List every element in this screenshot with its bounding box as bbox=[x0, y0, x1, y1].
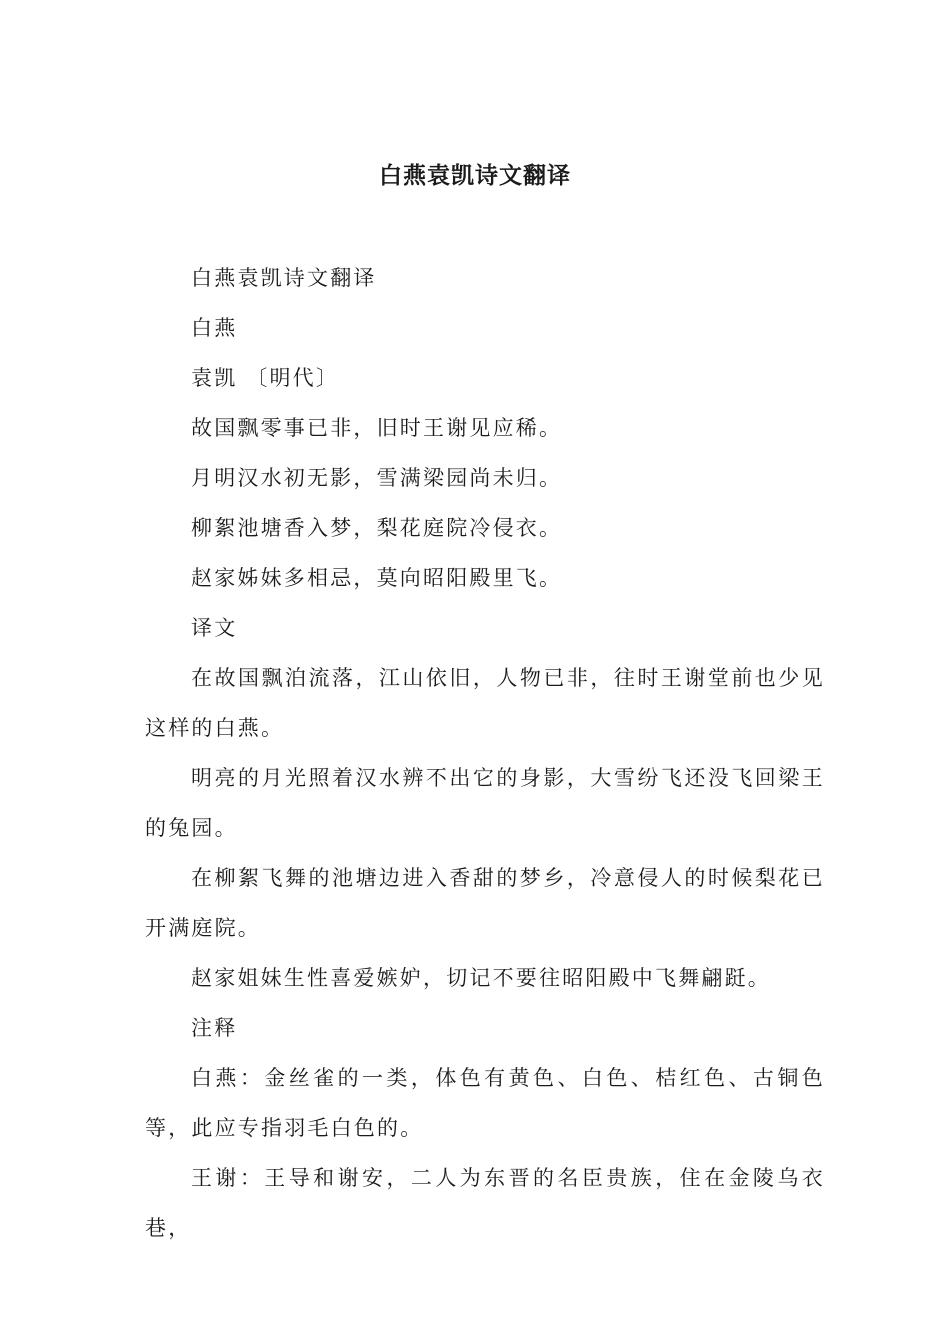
translation-paragraph: 在柳絮飞舞的池塘边进入香甜的梦乡，冷意侵人的时候梨花已开满庭院。 bbox=[145, 866, 825, 940]
poem-line: 故国飘零事已非，旧时王谢见应稀。 bbox=[191, 416, 563, 440]
note-paragraph: 白燕：金丝雀的一类，体色有黄色、白色、桔红色、古铜色等，此应专指羽毛白色的。 bbox=[145, 1066, 825, 1140]
poem-line: 赵家姊妹多相忌，莫向昭阳殿里飞。 bbox=[191, 566, 563, 590]
poem-line: 柳絮池塘香入梦，梨花庭院冷侵衣。 bbox=[191, 516, 563, 540]
paragraph-heading: 白燕袁凯诗文翻译 bbox=[191, 266, 377, 290]
section-heading-notes: 注释 bbox=[191, 1016, 238, 1040]
document-title: 白燕袁凯诗文翻译 bbox=[379, 163, 571, 189]
translation-paragraph: 赵家姐妹生性喜爱嫉妒，切记不要往昭阳殿中飞舞翩跹。 bbox=[191, 966, 771, 990]
translation-paragraph: 在故国飘泊流落，江山依旧，人物已非，往时王谢堂前也少见这样的白燕。 bbox=[145, 666, 825, 740]
note-paragraph: 王谢：王导和谢安，二人为东晋的名臣贵族，住在金陵乌衣巷， bbox=[145, 1166, 825, 1240]
translation-paragraph: 明亮的月光照着汉水辨不出它的身影，大雪纷飞还没飞回梁王的兔园。 bbox=[145, 766, 825, 840]
poem-line: 月明汉水初无影，雪满梁园尚未归。 bbox=[191, 466, 563, 490]
section-heading-translation: 译文 bbox=[191, 616, 238, 640]
document-body bbox=[145, 253, 825, 1253]
poem-title: 白燕 bbox=[191, 316, 238, 340]
poem-author: 袁凯 〔明代〕 bbox=[191, 366, 340, 390]
